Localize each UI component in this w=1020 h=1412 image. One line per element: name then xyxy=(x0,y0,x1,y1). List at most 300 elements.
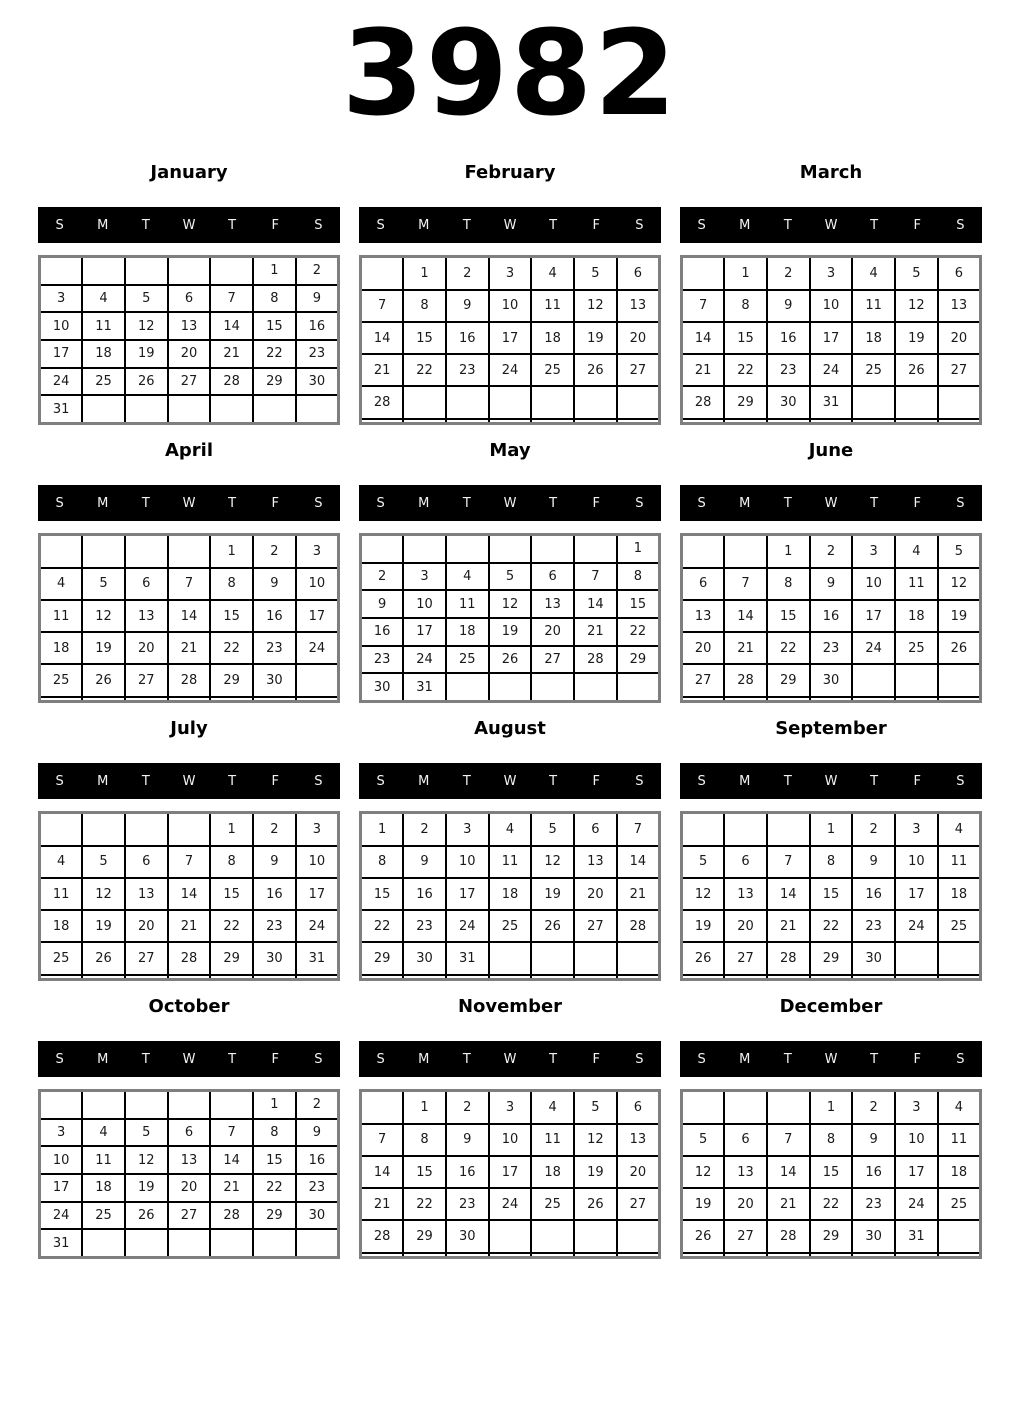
weekday-label: T xyxy=(783,1051,792,1067)
day-cell: 9 xyxy=(296,1119,339,1147)
week-row xyxy=(361,1253,660,1258)
week-row xyxy=(361,1156,660,1188)
day-cell: 2 xyxy=(403,813,446,846)
day-cell: 12 xyxy=(125,312,168,340)
day-cell: 6 xyxy=(617,257,660,290)
weekday-label: S xyxy=(697,773,706,789)
day-cell: 12 xyxy=(125,1146,168,1174)
day-cell: 29 xyxy=(210,664,253,696)
day-cell: 12 xyxy=(82,600,125,632)
day-cell: 23 xyxy=(361,646,404,674)
empty-day-cell xyxy=(82,975,125,980)
empty-day-cell xyxy=(531,673,574,701)
day-cell: 11 xyxy=(938,1124,981,1156)
week-row xyxy=(40,1091,339,1119)
week-row xyxy=(682,1253,981,1258)
weekday-label: F xyxy=(592,773,601,789)
week-row xyxy=(682,419,981,424)
day-cell: 18 xyxy=(531,322,574,354)
weekday-header-band xyxy=(38,763,340,799)
day-cell: 9 xyxy=(810,568,853,600)
week-row xyxy=(682,975,981,980)
weekday-label: S xyxy=(376,217,385,233)
empty-day-cell xyxy=(617,673,660,701)
weekday-header-band xyxy=(680,207,982,243)
day-cell: 2 xyxy=(852,813,895,846)
weekday-header-band xyxy=(680,485,982,521)
month-grid xyxy=(359,811,661,981)
day-cell: 19 xyxy=(82,910,125,942)
weekday-label: T xyxy=(870,1051,879,1067)
weekday-label: M xyxy=(97,217,109,233)
day-cell: 17 xyxy=(403,618,446,646)
day-cell: 14 xyxy=(724,600,767,632)
day-cell: 4 xyxy=(895,535,938,568)
day-cell: 16 xyxy=(361,618,404,646)
day-cell: 28 xyxy=(767,1220,810,1252)
empty-day-cell xyxy=(938,419,981,424)
month-grid xyxy=(359,255,661,425)
empty-day-cell xyxy=(40,697,83,702)
empty-day-cell xyxy=(403,975,446,980)
day-cell: 14 xyxy=(574,590,617,618)
day-cell: 31 xyxy=(40,395,83,423)
empty-day-cell xyxy=(938,697,981,702)
day-cell: 4 xyxy=(489,813,532,846)
day-cell: 21 xyxy=(168,910,211,942)
day-cell: 6 xyxy=(125,568,168,600)
weekday-label: T xyxy=(228,217,237,233)
week-row xyxy=(682,1156,981,1188)
day-cell: 16 xyxy=(767,322,810,354)
weekday-label: T xyxy=(141,773,150,789)
week-row xyxy=(40,568,339,600)
weekday-label: S xyxy=(314,495,323,511)
empty-day-cell xyxy=(168,535,211,568)
day-cell: 31 xyxy=(446,942,489,974)
day-cell: 15 xyxy=(403,322,446,354)
weekday-label: S xyxy=(376,495,385,511)
day-cell: 23 xyxy=(403,910,446,942)
empty-day-cell xyxy=(617,942,660,974)
month-block xyxy=(359,714,661,981)
day-cell: 27 xyxy=(168,1202,211,1230)
day-cell: 17 xyxy=(895,1156,938,1188)
day-cell: 6 xyxy=(724,846,767,878)
week-row xyxy=(40,285,339,313)
empty-day-cell xyxy=(253,395,296,423)
week-row xyxy=(40,846,339,878)
day-cell: 23 xyxy=(767,354,810,386)
empty-day-cell xyxy=(210,975,253,980)
month-grid xyxy=(680,533,982,703)
empty-day-cell xyxy=(489,673,532,701)
day-cell: 25 xyxy=(938,1188,981,1220)
empty-day-cell xyxy=(446,1253,489,1258)
month-block xyxy=(680,992,982,1259)
day-cell: 25 xyxy=(938,910,981,942)
day-cell: 4 xyxy=(938,813,981,846)
empty-day-cell xyxy=(767,697,810,702)
empty-day-cell xyxy=(724,419,767,424)
empty-day-cell xyxy=(82,813,125,846)
day-cell: 6 xyxy=(125,846,168,878)
empty-day-cell xyxy=(852,664,895,696)
month-grid xyxy=(38,533,340,703)
empty-day-cell xyxy=(531,419,574,424)
day-cell: 13 xyxy=(724,1156,767,1188)
day-cell: 17 xyxy=(489,322,532,354)
day-cell: 30 xyxy=(296,1202,339,1230)
weekday-label: M xyxy=(739,495,751,511)
weekday-label: S xyxy=(314,1051,323,1067)
day-cell: 9 xyxy=(767,290,810,322)
day-cell: 22 xyxy=(724,354,767,386)
day-cell: 3 xyxy=(296,813,339,846)
day-cell: 13 xyxy=(682,600,725,632)
day-cell: 27 xyxy=(531,646,574,674)
day-cell: 28 xyxy=(168,942,211,974)
day-cell: 17 xyxy=(489,1156,532,1188)
empty-day-cell xyxy=(682,535,725,568)
empty-day-cell xyxy=(361,1091,404,1124)
day-cell: 24 xyxy=(895,1188,938,1220)
weekday-label: W xyxy=(824,495,838,511)
week-row xyxy=(40,975,339,980)
day-cell: 17 xyxy=(40,1174,83,1202)
empty-day-cell xyxy=(125,257,168,285)
day-cell: 12 xyxy=(574,290,617,322)
empty-day-cell xyxy=(724,975,767,980)
day-cell: 7 xyxy=(210,285,253,313)
day-cell: 5 xyxy=(489,563,532,591)
empty-day-cell xyxy=(210,395,253,423)
day-cell: 5 xyxy=(574,1091,617,1124)
day-cell: 14 xyxy=(210,312,253,340)
day-cell: 17 xyxy=(40,340,83,368)
weekday-label: W xyxy=(824,217,838,233)
weekday-header-band xyxy=(359,763,661,799)
day-cell: 15 xyxy=(210,600,253,632)
day-cell: 17 xyxy=(810,322,853,354)
day-cell: 5 xyxy=(682,1124,725,1156)
month-block xyxy=(38,436,340,703)
day-cell: 16 xyxy=(253,600,296,632)
empty-day-cell xyxy=(810,1253,853,1258)
weekday-label: T xyxy=(228,1051,237,1067)
month-title: September xyxy=(775,718,887,739)
day-cell: 15 xyxy=(617,590,660,618)
day-cell: 23 xyxy=(446,1188,489,1220)
month-block xyxy=(38,992,340,1259)
weekday-label: F xyxy=(592,1051,601,1067)
weekday-label: T xyxy=(783,217,792,233)
day-cell: 11 xyxy=(938,846,981,878)
empty-day-cell xyxy=(446,419,489,424)
week-row xyxy=(682,697,981,702)
month-title: March xyxy=(799,162,863,183)
day-cell: 3 xyxy=(40,285,83,313)
week-row xyxy=(682,322,981,354)
day-cell: 1 xyxy=(724,257,767,290)
months-grid xyxy=(0,158,1020,1259)
weekday-label: M xyxy=(418,495,430,511)
weekday-label: W xyxy=(503,1051,517,1067)
week-row xyxy=(40,1119,339,1147)
month-block xyxy=(680,158,982,425)
week-row xyxy=(40,632,339,664)
weekday-header-band xyxy=(38,485,340,521)
day-cell: 26 xyxy=(489,646,532,674)
day-cell: 28 xyxy=(361,386,404,418)
day-cell: 25 xyxy=(40,664,83,696)
month-title: November xyxy=(457,996,563,1017)
day-cell: 8 xyxy=(617,563,660,591)
day-cell: 10 xyxy=(810,290,853,322)
empty-day-cell xyxy=(852,386,895,418)
empty-day-cell xyxy=(361,535,404,563)
day-cell: 7 xyxy=(210,1119,253,1147)
day-cell: 18 xyxy=(489,878,532,910)
month-block xyxy=(38,158,340,425)
weekday-label: T xyxy=(783,773,792,789)
weekday-label: T xyxy=(141,495,150,511)
weekday-label: W xyxy=(503,217,517,233)
day-cell: 17 xyxy=(296,600,339,632)
empty-day-cell xyxy=(489,1220,532,1252)
week-row xyxy=(40,942,339,974)
day-cell: 15 xyxy=(403,1156,446,1188)
weekday-label: S xyxy=(55,1051,64,1067)
empty-day-cell xyxy=(852,419,895,424)
day-cell: 25 xyxy=(446,646,489,674)
empty-day-cell xyxy=(574,1220,617,1252)
day-cell: 3 xyxy=(895,813,938,846)
empty-day-cell xyxy=(531,535,574,563)
empty-day-cell xyxy=(724,697,767,702)
empty-day-cell xyxy=(895,942,938,974)
day-cell: 15 xyxy=(210,878,253,910)
weekday-label: T xyxy=(549,217,558,233)
empty-day-cell xyxy=(531,1253,574,1258)
weekday-header-band xyxy=(38,1041,340,1077)
empty-day-cell xyxy=(574,975,617,980)
day-cell: 23 xyxy=(446,354,489,386)
day-cell: 7 xyxy=(361,1124,404,1156)
day-cell: 27 xyxy=(682,664,725,696)
day-cell: 28 xyxy=(210,1202,253,1230)
week-row xyxy=(361,290,660,322)
day-cell: 26 xyxy=(895,354,938,386)
day-cell: 18 xyxy=(40,910,83,942)
day-cell: 11 xyxy=(489,846,532,878)
weekday-label: W xyxy=(182,1051,196,1067)
day-cell: 12 xyxy=(682,878,725,910)
day-cell: 30 xyxy=(361,673,404,701)
weekday-label: S xyxy=(956,495,965,511)
weekday-label: S xyxy=(55,217,64,233)
day-cell: 5 xyxy=(82,846,125,878)
empty-day-cell xyxy=(895,386,938,418)
day-cell: 22 xyxy=(810,910,853,942)
weekday-label: W xyxy=(824,773,838,789)
day-cell: 24 xyxy=(810,354,853,386)
empty-day-cell xyxy=(296,975,339,980)
day-cell: 2 xyxy=(446,257,489,290)
day-cell: 7 xyxy=(767,1124,810,1156)
week-row xyxy=(40,878,339,910)
day-cell: 11 xyxy=(531,1124,574,1156)
week-row xyxy=(361,1124,660,1156)
day-cell: 20 xyxy=(682,632,725,664)
day-cell: 22 xyxy=(767,632,810,664)
weekday-label: S xyxy=(956,1051,965,1067)
day-cell: 14 xyxy=(767,878,810,910)
day-cell: 27 xyxy=(574,910,617,942)
weekday-label: M xyxy=(739,217,751,233)
weekday-label: F xyxy=(271,217,280,233)
day-cell: 31 xyxy=(296,942,339,974)
day-cell: 16 xyxy=(296,312,339,340)
day-cell: 24 xyxy=(296,632,339,664)
empty-day-cell xyxy=(852,1253,895,1258)
day-cell: 28 xyxy=(210,368,253,396)
day-cell: 18 xyxy=(82,340,125,368)
empty-day-cell xyxy=(40,975,83,980)
day-cell: 12 xyxy=(489,590,532,618)
day-cell: 25 xyxy=(895,632,938,664)
day-cell: 14 xyxy=(210,1146,253,1174)
day-cell: 13 xyxy=(168,1146,211,1174)
weekday-label: F xyxy=(592,217,601,233)
weekday-label: W xyxy=(182,495,196,511)
week-row xyxy=(40,257,339,285)
weekday-label: S xyxy=(956,217,965,233)
day-cell: 2 xyxy=(296,257,339,285)
day-cell: 4 xyxy=(938,1091,981,1124)
weekday-label: S xyxy=(635,1051,644,1067)
empty-day-cell xyxy=(253,1229,296,1257)
day-cell: 5 xyxy=(82,568,125,600)
day-cell: 24 xyxy=(446,910,489,942)
empty-day-cell xyxy=(168,395,211,423)
day-cell: 23 xyxy=(296,1174,339,1202)
day-cell: 21 xyxy=(767,910,810,942)
day-cell: 2 xyxy=(296,1091,339,1119)
day-cell: 8 xyxy=(210,568,253,600)
day-cell: 10 xyxy=(895,846,938,878)
year-title: 3982 xyxy=(341,4,679,142)
day-cell: 16 xyxy=(446,322,489,354)
week-row xyxy=(40,1146,339,1174)
weekday-label: T xyxy=(870,773,879,789)
day-cell: 3 xyxy=(810,257,853,290)
day-cell: 5 xyxy=(682,846,725,878)
empty-day-cell xyxy=(82,395,125,423)
empty-day-cell xyxy=(810,697,853,702)
empty-day-cell xyxy=(852,975,895,980)
empty-day-cell xyxy=(682,697,725,702)
empty-day-cell xyxy=(682,1253,725,1258)
week-row xyxy=(682,942,981,974)
month-title: October xyxy=(148,996,230,1017)
day-cell: 19 xyxy=(895,322,938,354)
day-cell: 25 xyxy=(531,354,574,386)
day-cell: 1 xyxy=(361,813,404,846)
empty-day-cell xyxy=(82,697,125,702)
weekday-label: S xyxy=(376,773,385,789)
empty-day-cell xyxy=(724,1253,767,1258)
month-grid xyxy=(359,1089,661,1259)
day-cell: 12 xyxy=(531,846,574,878)
empty-day-cell xyxy=(938,1253,981,1258)
month-block xyxy=(359,436,661,703)
day-cell: 20 xyxy=(617,1156,660,1188)
weekday-label: T xyxy=(870,495,879,511)
weekday-label: M xyxy=(418,1051,430,1067)
empty-day-cell xyxy=(125,975,168,980)
day-cell: 20 xyxy=(531,618,574,646)
day-cell: 28 xyxy=(682,386,725,418)
empty-day-cell xyxy=(617,1253,660,1258)
day-cell: 26 xyxy=(938,632,981,664)
week-row xyxy=(682,257,981,290)
day-cell: 9 xyxy=(253,568,296,600)
empty-day-cell xyxy=(682,975,725,980)
day-cell: 14 xyxy=(168,600,211,632)
weekday-label: M xyxy=(97,495,109,511)
day-cell: 28 xyxy=(724,664,767,696)
month-title: June xyxy=(808,440,854,461)
empty-day-cell xyxy=(296,697,339,702)
day-cell: 7 xyxy=(724,568,767,600)
day-cell: 5 xyxy=(531,813,574,846)
day-cell: 2 xyxy=(446,1091,489,1124)
day-cell: 1 xyxy=(767,535,810,568)
day-cell: 3 xyxy=(296,535,339,568)
empty-day-cell xyxy=(617,1220,660,1252)
day-cell: 11 xyxy=(531,290,574,322)
day-cell: 12 xyxy=(82,878,125,910)
weekday-label: S xyxy=(314,217,323,233)
day-cell: 19 xyxy=(682,1188,725,1220)
day-cell: 19 xyxy=(574,322,617,354)
month-title: February xyxy=(464,162,556,183)
day-cell: 17 xyxy=(446,878,489,910)
week-row xyxy=(361,419,660,424)
empty-day-cell xyxy=(895,419,938,424)
day-cell: 8 xyxy=(810,1124,853,1156)
weekday-label: T xyxy=(462,773,471,789)
weekday-label: S xyxy=(635,217,644,233)
month-block xyxy=(680,436,982,703)
weekday-label: F xyxy=(271,773,280,789)
day-cell: 18 xyxy=(40,632,83,664)
empty-day-cell xyxy=(767,1091,810,1124)
day-cell: 1 xyxy=(403,1091,446,1124)
day-cell: 30 xyxy=(446,1220,489,1252)
day-cell: 26 xyxy=(682,942,725,974)
week-row xyxy=(40,600,339,632)
weekday-label: T xyxy=(462,495,471,511)
day-cell: 9 xyxy=(446,1124,489,1156)
day-cell: 8 xyxy=(724,290,767,322)
day-cell: 26 xyxy=(82,942,125,974)
day-cell: 27 xyxy=(125,942,168,974)
week-row xyxy=(361,618,660,646)
day-cell: 5 xyxy=(125,285,168,313)
empty-day-cell xyxy=(810,419,853,424)
